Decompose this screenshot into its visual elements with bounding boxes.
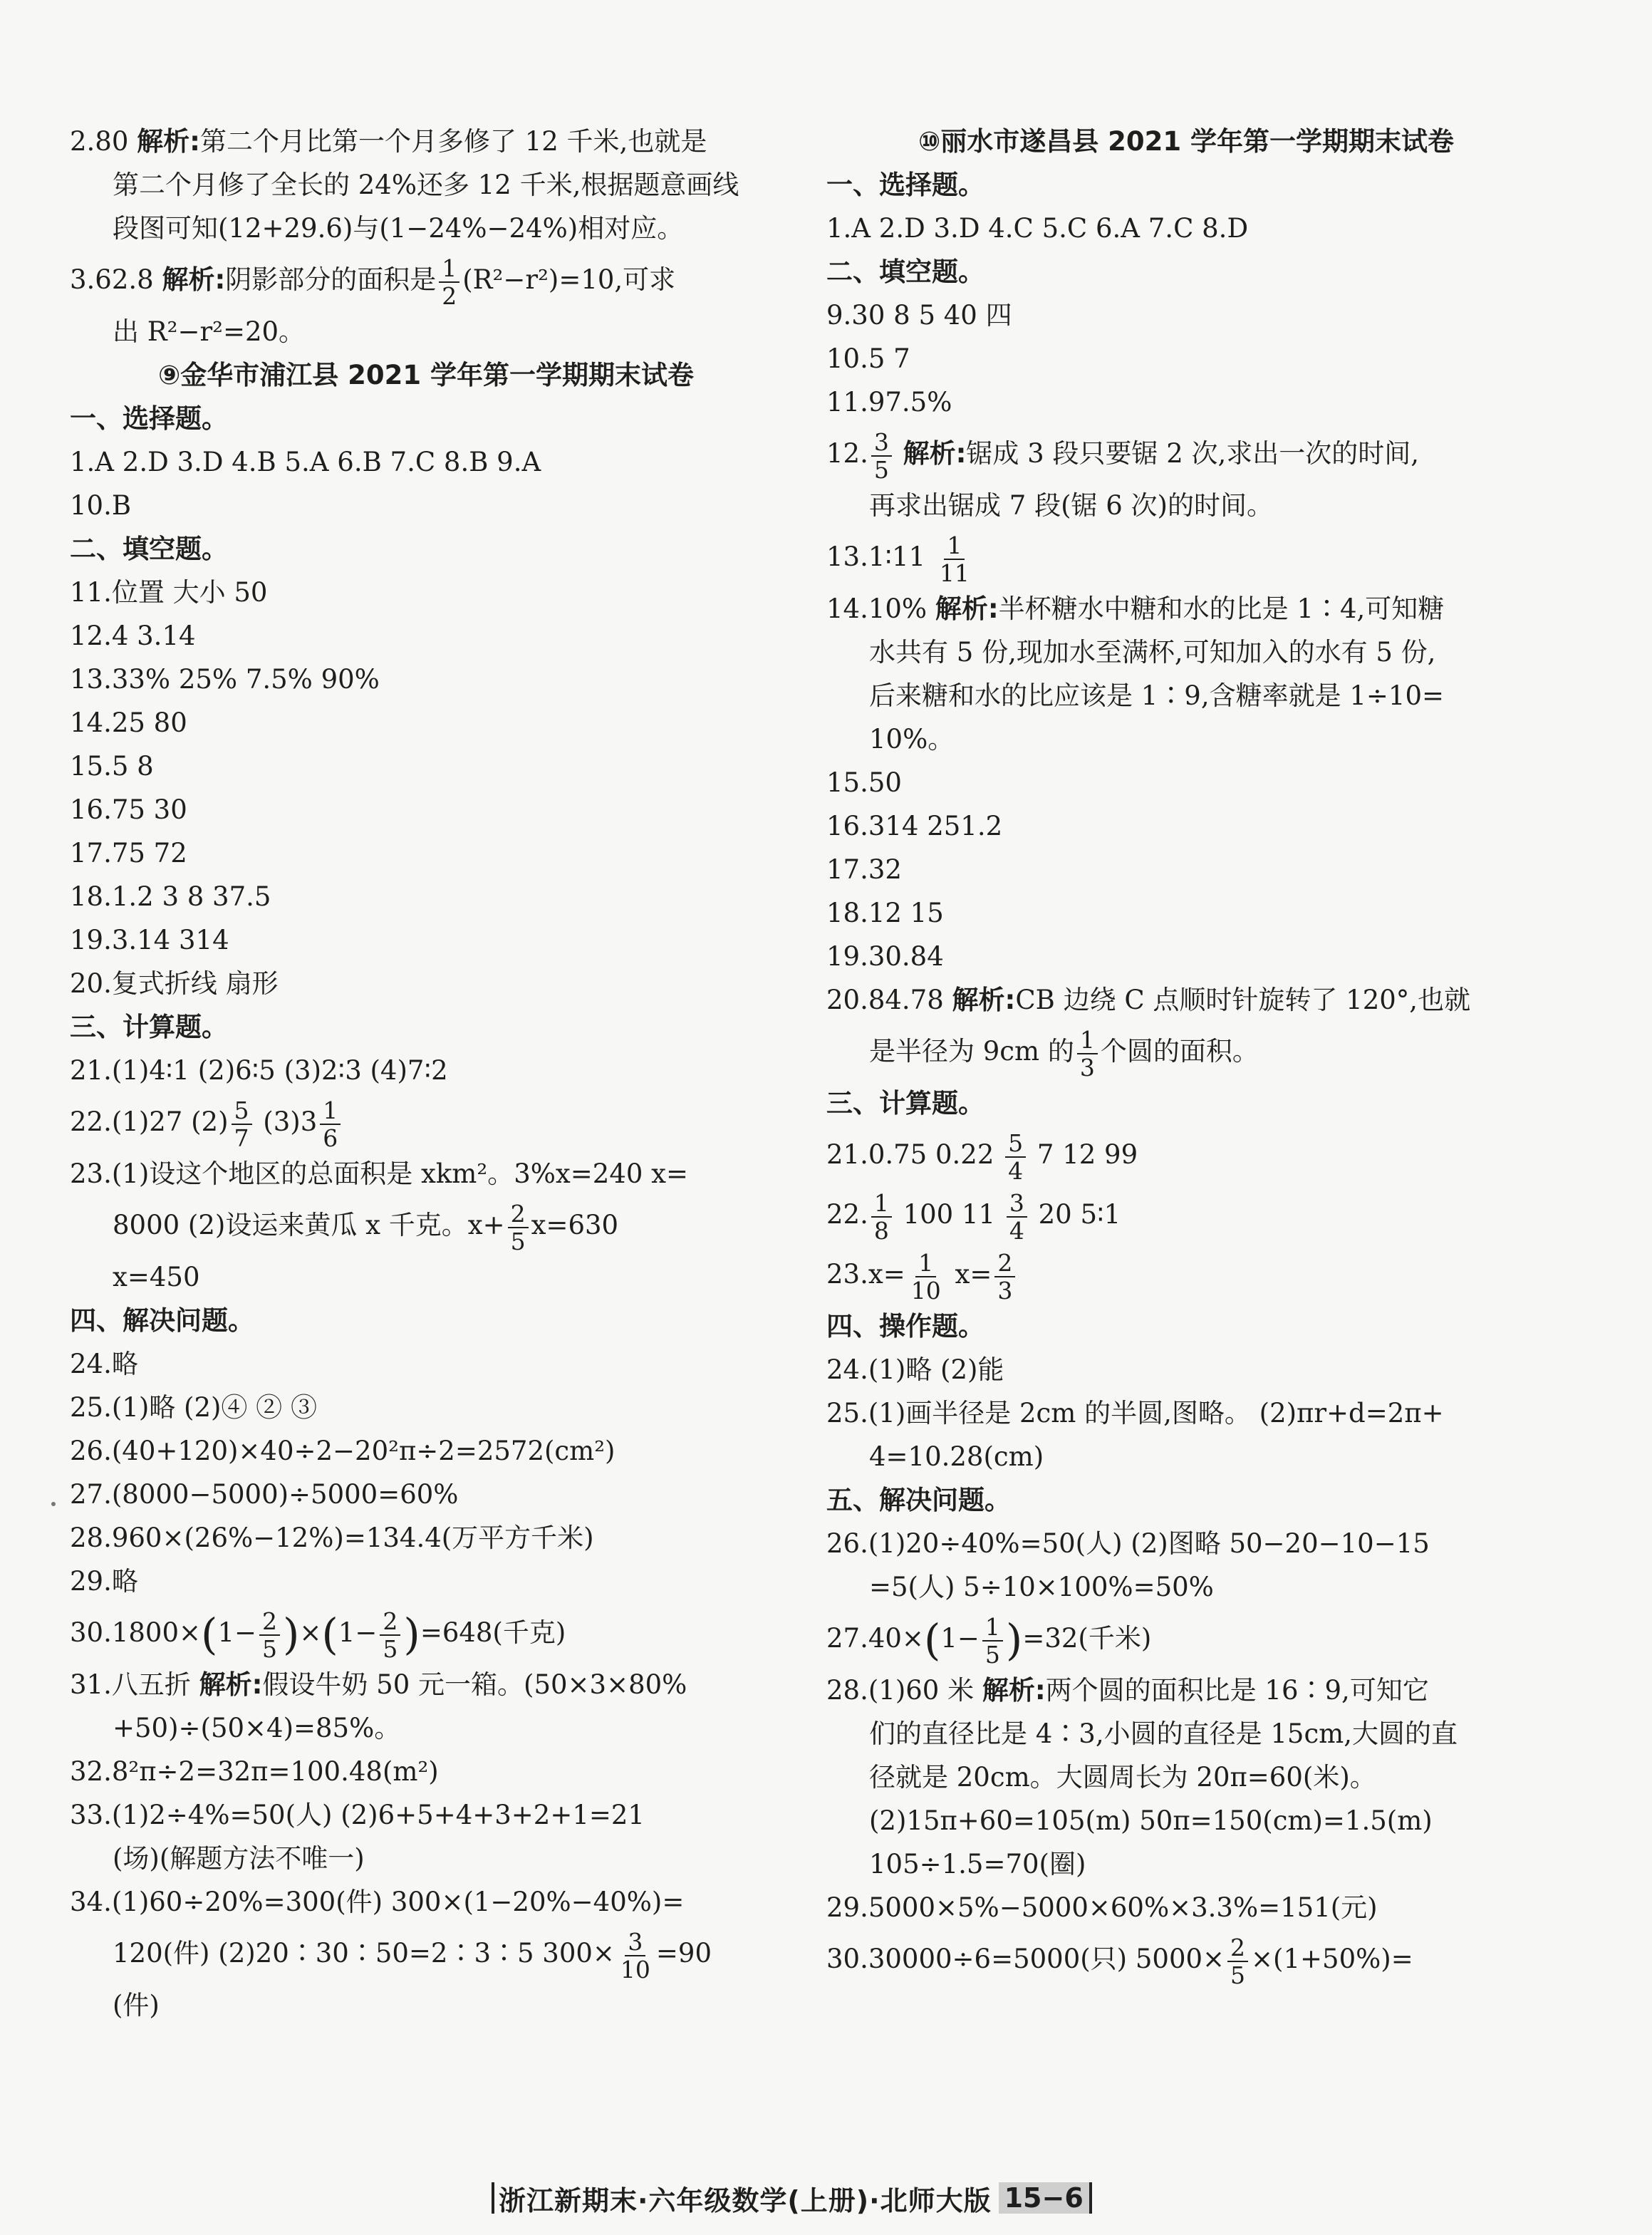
answer-line: 14.10% 解析:半杯糖水中糖和水的比是 1∶4,可知糖 bbox=[826, 593, 1445, 624]
section-heading: 四、操作题。 bbox=[826, 1311, 985, 1342]
answer-line: x=450 bbox=[113, 1262, 200, 1292]
answer-line: 17.75 72 bbox=[70, 838, 187, 868]
answer-line: 18.12 15 bbox=[826, 898, 944, 928]
answer-line: 25.(1)略 (2)④ ② ③ bbox=[70, 1392, 317, 1423]
answer-line: +50)÷(50×4)=85%。 bbox=[113, 1713, 401, 1743]
answer-line: 16.314 251.2 bbox=[826, 811, 1003, 841]
section-title: ⑩丽水市遂昌县 2021 学年第一学期期末试卷 bbox=[918, 126, 1455, 157]
answer-line: 23.x= $\frac{1}{10}$ x= $\frac{2}{3}$ bbox=[826, 1245, 1546, 1305]
right-column bbox=[826, 120, 1546, 1989]
answer-line: 径就是 20cm。大圆周长为 20π=60(米)。 bbox=[869, 1762, 1376, 1793]
answer-line: 2.80 解析:第二个月比第一个月多修了 12 千米,也就是 bbox=[70, 126, 707, 157]
answer-line: 3.62.8 解析:阴影部分的面积是 $\frac{1}{2}$ (R²−r²)=10,可求 bbox=[70, 254, 676, 310]
answer-line: 1.A 2.D 3.D 4.C 5.C 6.A 7.C 8.D bbox=[826, 213, 1249, 244]
section-heading: 三、计算题。 bbox=[826, 1088, 985, 1119]
answer-line: 24.略 bbox=[70, 1349, 138, 1379]
answer-line: 24.(1)略 (2)能 bbox=[826, 1354, 1004, 1385]
answer-line: 17.32 bbox=[826, 854, 902, 885]
answer-line: 27.40×(1− $\frac{1}{5}$ )=32(千米) bbox=[826, 1612, 1152, 1669]
answer-line: (2)15π+60=105(m) 50π=150(cm)=1.5(m) bbox=[869, 1805, 1433, 1836]
answer-line: 26.(1)20÷40%=50(人) (2)图略 50−20−10−15 bbox=[826, 1528, 1430, 1559]
section-heading: 四、解决问题。 bbox=[70, 1305, 254, 1336]
answer-line: 20.复式折线 扇形 bbox=[70, 968, 279, 999]
answer-line: (场)(解题方法不唯一) bbox=[113, 1843, 365, 1874]
fraction: $\frac{2}{3}$ bbox=[994, 1251, 1015, 1302]
fraction: $\frac{5}{7}$ bbox=[232, 1099, 252, 1150]
answer-line: 第二个月修了全长的 24%还多 12 千米,根据题意画线 bbox=[113, 170, 739, 200]
answer-line: 20.84.78 解析:CB 边绕 C 点顺时针旋转了 120°,也就 bbox=[826, 985, 1471, 1015]
answer-line: 15.50 bbox=[826, 767, 902, 798]
answer-line: 19.3.14 314 bbox=[70, 925, 229, 955]
answer-line: 34.(1)60÷20%=300(件) 300×(1−20%−40%)= bbox=[70, 1887, 685, 1917]
answer-line: 29.略 bbox=[70, 1566, 138, 1597]
page-number: 15−6 bbox=[999, 2182, 1092, 2214]
section-heading: 一、选择题。 bbox=[70, 403, 228, 434]
answer-line: 33.(1)2÷4%=50(人) (2)6+5+4+3+2+1=21 bbox=[70, 1800, 645, 1830]
answer-line: 32.8²π÷2=32π=100.48(m²) bbox=[70, 1756, 439, 1787]
answer-line: 28.960×(26%−12%)=134.4(万平方千米) bbox=[70, 1523, 594, 1553]
section-heading: 二、填空题。 bbox=[826, 256, 985, 287]
answer-line: 22. $\frac{1}{8}$ 100 11 $\frac{3}{4}$ 20 5∶1 bbox=[826, 1188, 1121, 1245]
answer-line: 出 R²−r²=20。 bbox=[113, 316, 306, 347]
answer-line: =5(人) 5÷10×100%=50% bbox=[869, 1572, 1214, 1602]
answer-line: 4=10.28(cm) bbox=[869, 1441, 1044, 1472]
answer-line: 段图可知(12+29.6)与(1−24%−24%)相对应。 bbox=[113, 213, 684, 244]
answer-line: 31.八五折 解析:假设牛奶 50 元一箱。(50×3×80% bbox=[70, 1669, 687, 1700]
section-heading: 一、选择题。 bbox=[826, 170, 985, 200]
answer-line: 18.1.2 3 8 37.5 bbox=[70, 881, 271, 912]
answer-line: 9.30 8 5 40 四 bbox=[826, 300, 1012, 331]
fraction: $\frac{1}{11}$ bbox=[939, 531, 970, 587]
answer-line: 27.(8000−5000)÷5000=60% bbox=[70, 1479, 459, 1510]
answer-line: 是半径为 9cm 的 $\frac{1}{3}$ 个圆的面积。 bbox=[869, 1025, 1259, 1082]
answer-line: 15.5 8 bbox=[70, 751, 154, 782]
answer-line: 13.1∶11 $\frac{1}{11}$ bbox=[826, 527, 1546, 587]
answer-line: 11.位置 大小 50 bbox=[70, 577, 268, 608]
answer-line: 30.1800×(1− $\frac{2}{5}$ )×(1− $\frac{2}{5}$ )=648(千克) bbox=[70, 1607, 566, 1663]
footer-bar bbox=[492, 2182, 494, 2214]
fraction: $\frac{3}{4}$ bbox=[1007, 1191, 1027, 1243]
answer-line: 11.97.5% bbox=[826, 387, 952, 418]
fraction: $\frac{5}{4}$ bbox=[1005, 1131, 1026, 1183]
section-heading: 五、解决问题。 bbox=[826, 1485, 1011, 1515]
answer-line: 12.4 3.14 bbox=[70, 621, 196, 651]
fraction: $\frac{3}{10}$ bbox=[620, 1927, 650, 1984]
fraction: $\frac{1}{2}$ bbox=[439, 256, 459, 308]
fraction: $\frac{2}{5}$ bbox=[1227, 1936, 1248, 1987]
answer-line: 30.30000÷6=5000(只) 5000× $\frac{2}{5}$ ×(1+50%)= bbox=[826, 1933, 1413, 1989]
left-column bbox=[70, 120, 782, 2027]
page-footer bbox=[492, 2180, 1118, 2216]
fraction: $\frac{1}{6}$ bbox=[320, 1099, 341, 1150]
footer-title: 浙江新期末·六年级数学(上册)·北师大版 bbox=[499, 2184, 992, 2216]
answer-line: 21.0.75 0.22 $\frac{5}{4}$ 7 12 99 bbox=[826, 1129, 1138, 1185]
answer-line: 26.(40+120)×40÷2−20²π÷2=2572(cm²) bbox=[70, 1436, 615, 1466]
answer-line: 22.(1)27 (2) $\frac{5}{7}$ (3)3 $\frac{1}{6}$ bbox=[70, 1092, 782, 1152]
answer-line: 14.25 80 bbox=[70, 707, 187, 738]
answer-line: 8000 (2)设运来黄瓜 x 千克。x+ $\frac{2}{5}$ x=630 bbox=[113, 1199, 619, 1255]
answer-line: 29.5000×5%−5000×60%×3.3%=151(元) bbox=[826, 1892, 1378, 1923]
answer-line: 25.(1)画半径是 2cm 的半圆,图略。 (2)πr+d=2π+ bbox=[826, 1398, 1444, 1428]
answer-line: 1.A 2.D 3.D 4.B 5.A 6.B 7.C 8.B 9.A bbox=[70, 447, 541, 477]
answer-line: 120(件) (2)20∶30∶50=2∶3∶5 300× $\frac{3}{10}$ =90 bbox=[113, 1927, 712, 1984]
fraction: $\frac{2}{5}$ bbox=[508, 1202, 529, 1253]
section-heading: 二、填空题。 bbox=[70, 534, 228, 564]
answer-line: 后来糖和水的比应该是 1∶9,含糖率就是 1÷10= bbox=[869, 680, 1444, 711]
answer-line: 们的直径比是 4∶3,小圆的直径是 15cm,大圆的直 bbox=[869, 1718, 1458, 1749]
fraction: $\frac{2}{5}$ bbox=[259, 1609, 280, 1661]
fraction: $\frac{1}{8}$ bbox=[871, 1191, 892, 1243]
answer-line: 105÷1.5=70(圈) bbox=[869, 1849, 1086, 1879]
answer-line: (件) bbox=[113, 1990, 160, 2021]
answer-line: 13.33% 25% 7.5% 90% bbox=[70, 664, 380, 695]
section-title: ⑨金华市浦江县 2021 学年第一学期期末试卷 bbox=[157, 360, 695, 390]
answer-line: 10%。 bbox=[869, 724, 955, 754]
fraction: $\frac{3}{5}$ bbox=[871, 430, 892, 482]
answer-line: 19.30.84 bbox=[826, 941, 944, 972]
fraction: $\frac{1}{5}$ bbox=[982, 1615, 1003, 1666]
answer-line: 10.5 7 bbox=[826, 343, 910, 374]
stray-dot bbox=[51, 1502, 56, 1506]
answer-line: 16.75 30 bbox=[70, 794, 187, 825]
answer-line: 再求出锯成 7 段(锯 6 次)的时间。 bbox=[869, 490, 1273, 521]
answer-line: 21.(1)4∶1 (2)6∶5 (3)2∶3 (4)7∶2 bbox=[70, 1055, 448, 1086]
answer-line: 28.(1)60 米 解析:两个圆的面积比是 16∶9,可知它 bbox=[826, 1675, 1429, 1706]
answer-line: 10.B bbox=[70, 490, 132, 521]
answer-line: 水共有 5 份,现加水至满杯,可知加入的水有 5 份, bbox=[869, 637, 1436, 668]
answer-line: 23.(1)设这个地区的总面积是 xkm²。3%x=240 x= bbox=[70, 1158, 689, 1189]
fraction: $\frac{1}{10}$ bbox=[910, 1248, 941, 1305]
section-heading: 三、计算题。 bbox=[70, 1012, 228, 1042]
answer-line: 12. $\frac{3}{5}$ 解析:锯成 3 段只要锯 2 次,求出一次的时间, bbox=[826, 427, 1420, 484]
fraction: $\frac{1}{3}$ bbox=[1077, 1028, 1098, 1079]
fraction: $\frac{2}{5}$ bbox=[380, 1609, 400, 1661]
